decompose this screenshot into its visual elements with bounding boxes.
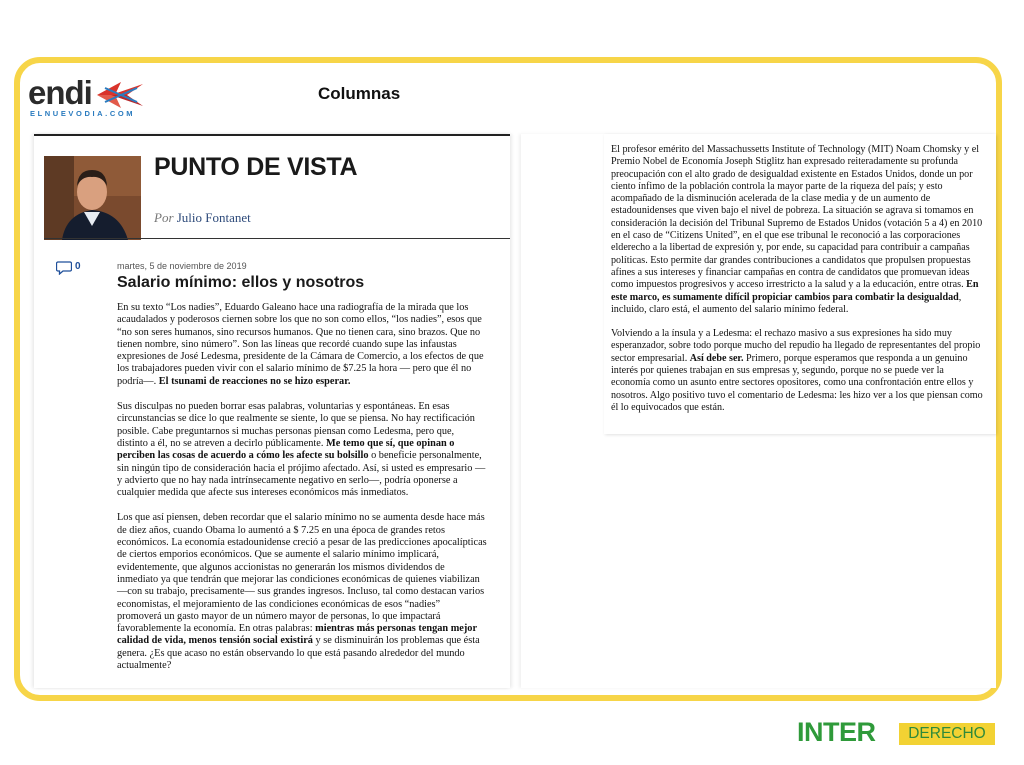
endi-logo[interactable] (28, 74, 158, 122)
article-headline: Salario mínimo: ellos y nosotros (117, 274, 365, 291)
paragraph: Los que así piensen, deben recordar que el salario mínimo no se aumenta desde hace más de diez años, cuando Obama lo aumentó a $ 7.25 en una época de grandes retos económicos. La economía estadounidense creció a pesar de las predicciones apocalípticas de ciertos emporios económicos. Que se aumente el salario mínimo implicará, evidentemente, que algunos accionistas no generarán los mismos dividendos de inmediato ya que tendrán que mejorar las condiciones económicas de quienes viabilizan —con su trabajo, precisamente— sus grandes ingresos. Incluso, tal como destacan varios economistas, el mejoramiento de las condiciones económicas de esos “nadies” promoverá un gasto mayor de un número mayor de personas, lo que impactará favorablemente la economía. En otras palabras: mientras más personas tengan mejor calidad de vida, menos tensión social existirá y se disminuirán los problemas que ésta genera. ¿Es que acaso no están observando lo que está pasando alrededor del mundo actualmente? (117, 512, 487, 672)
byline (154, 210, 251, 226)
logo-derecho: DERECHO (899, 723, 995, 745)
publish-date: martes, 5 de noviembre de 2019 (117, 261, 247, 271)
top-rule (34, 134, 510, 136)
section-header: PUNTO DE VISTA (154, 153, 358, 181)
header-divider (44, 238, 510, 239)
continuation-body (611, 144, 983, 426)
article-body (117, 302, 487, 685)
comment-icon[interactable] (56, 261, 72, 275)
continuation-column (521, 134, 996, 688)
comment-count[interactable]: 0 (75, 261, 81, 272)
endi-logo-mark-icon (97, 82, 143, 108)
page-title: Columnas (318, 84, 401, 103)
logo-inter: INTER (797, 717, 876, 747)
paragraph: El profesor emérito del Massachussetts Institute of Technology (MIT) Noam Chomsky y el Premio Nobel de Economía Joseph Stiglitz han expresado reiteradamente su profunda preocupación con el alto grado de desigualdad existente en Estados Unidos, donde un por ciento ínfimo de la población controla la mayor parte de la riqueza del país; y esto acompañado de la disminución acelerada de la clase media y de un aumento de estadounidenses que viven bajo el nivel de pobreza. La situación se agrava si tomamos en consideración la decisión del Tribunal Supremo de Estados Unidos (votación 5 a 4) en 2010 en el caso de “Citizens United”, en el que ese tribunal le reconoció a las corporaciones elderecho a la libertad de expresión y, por ende, su capacidad para contribuir a campañas políticas. Esto permite dar grandes contribuciones a candidatos que propulsen propuestas afines a sus intereses y financiar campañas en contra de candidatos que promuevan ideas como impuestos progresivos y acceso irrestricto a la salud y a la educación, entre otras. En este marco, es sumamente difícil propiciar cambios para combatir la desigualdad, incluido, claro está, el aumento del salario mínimo federal. (611, 144, 983, 315)
logo-subtitle: ELNUEVODIA.COM (30, 109, 136, 118)
author-photo (44, 156, 141, 240)
author-link[interactable]: Julio Fontanet (176, 210, 251, 225)
paragraph: Volviendo a la ínsula y a Ledesma: el rechazo masivo a sus expresiones ha sido muy esperanzador, sobre todo porque mucho del repudio ha llegado de representantes del propio sector empresarial. Así debe ser. Primero, porque esperamos que responda a un genuino interés por quienes trabajan en sus empresas y, segundo, porque no se puede ver la economía como un asunto entre sectores opositores, como una confrontación entre ellos y nosotros. Algo positivo tuvo el comentario de Ledesma: les hizo ver a los que piensan como él lo equivocados que están. (611, 328, 983, 413)
paragraph: Sus disculpas no pueden borrar esas palabras, voluntarias y espontáneas. En esas circunstancias se dice lo que realmente se siente, lo que se piensa. No hay rectificación posible. Cabe preguntarnos si muchas personas piensan como Ledesma, pero que, distinto a él, no se atreven a decirlo públicamente. Me temo que sí, que opinan o perciben las cosas de acuerdo a cómo les afecte su bolsillo o beneficie personalmente, sin ningún tipo de consideración hacia el prójimo afectado. Así, si usted es empresario —y advierto que no hay nada intrínsecamente negativo en serlo—, podría oponerse a cualquier medida que afecte sus intereses económicos más inmediatos. (117, 401, 486, 499)
byline-prefix: Por (154, 210, 174, 225)
logo-word: endi (28, 74, 92, 111)
article-column (34, 134, 510, 688)
paragraph: En su texto “Los nadies”, Eduardo Galeano hace una radiografía de la mirada que los acaudalados y poderosos ciernen sobre los que no son como ellos, “los nadies”, esos que “no son seres humanos, sino recursos humanos. Que no tienen cara, sino brazos. Que no tienen nombre, sino número”. Son las líneas que recordé cuando supe las infaustas expresiones de José Ledesma, presidente de la Cámara de Comercio, a los efectos de que los trabajadores pueden vivir con el salario mínimo de $7.25 la hora — pero que él no podría—. El tsunami de reacciones no se hizo esperar. (117, 302, 484, 387)
